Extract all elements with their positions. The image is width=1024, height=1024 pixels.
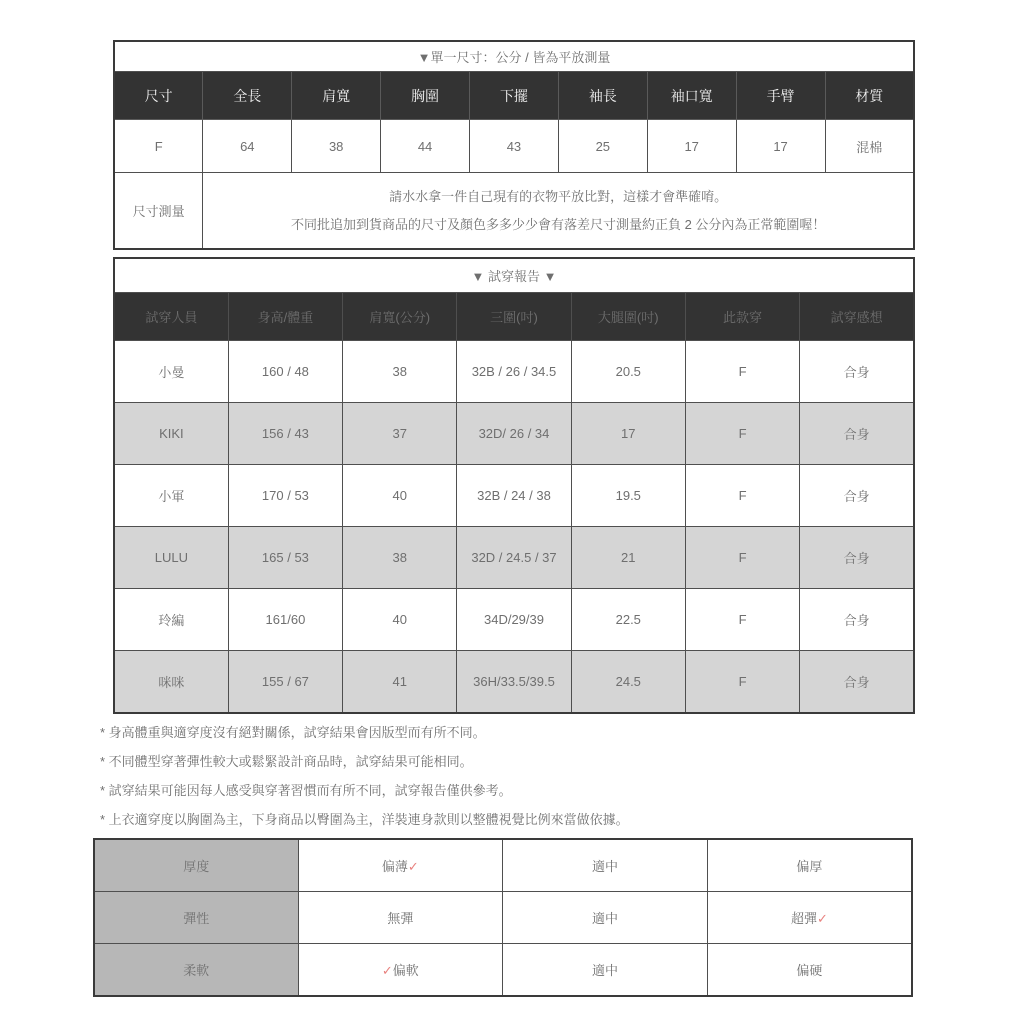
measure-notes [203, 173, 914, 250]
attr-label-elasticity: 彈性 [94, 892, 298, 944]
fit-person: 咪咪 [114, 651, 228, 714]
fit-measurements: 32D/ 26 / 34 [457, 403, 571, 465]
size-header-sleeve: 袖長 [558, 72, 647, 120]
fit-person: 小軍 [114, 465, 228, 527]
fit-impression: 合身 [800, 341, 914, 403]
size-table-title: ▼單一尺寸：公分 / 皆為平放測量 [114, 41, 914, 72]
check-mark: ✓ [407, 859, 419, 874]
fit-impression: 合身 [800, 589, 914, 651]
size-value-bust: 44 [381, 120, 470, 173]
attr-option-label: 適中 [591, 963, 618, 978]
attr-option [503, 892, 708, 944]
size-value-arm: 17 [736, 120, 825, 173]
size-value-size: F [114, 120, 203, 173]
measure-label: 尺寸測量 [114, 173, 203, 250]
size-value-total-length: 64 [203, 120, 292, 173]
size-header-material: 材質 [825, 72, 914, 120]
fit-height-weight: 160 / 48 [228, 341, 342, 403]
attr-label-softness: 柔軟 [94, 944, 298, 997]
size-measure-row [114, 173, 914, 250]
fitting-row [114, 465, 914, 527]
fit-header-shoulder: 肩寬(公分) [343, 293, 457, 341]
fit-height-weight: 165 / 53 [228, 527, 342, 589]
fit-measurements: 32B / 26 / 34.5 [457, 341, 571, 403]
attr-option [298, 892, 503, 944]
attribute-row-softness [94, 944, 912, 997]
fitting-row [114, 589, 914, 651]
size-header-arm: 手臂 [736, 72, 825, 120]
fit-impression: 合身 [800, 651, 914, 714]
size-value-shoulder: 38 [292, 120, 381, 173]
fit-thigh: 21 [571, 527, 685, 589]
fit-measurements: 32B / 24 / 38 [457, 465, 571, 527]
note-line: * 上衣適穿度以胸圍為主，下身商品以臀圍為主，洋裝連身款則以整體視覺比例來當做依據。 [100, 812, 629, 827]
size-header-size: 尺寸 [114, 72, 203, 120]
fit-thigh: 22.5 [571, 589, 685, 651]
size-table-header-row [114, 72, 914, 120]
fit-header-person: 試穿人員 [114, 293, 228, 341]
fit-size-worn: F [685, 527, 799, 589]
fit-measurements: 36H/33.5/39.5 [457, 651, 571, 714]
measure-note-line-2: 不同批追加到貨商品的尺寸及顏色多多少少會有落差尺寸測量約正負 2 公分內為正常範圍喔！ [290, 216, 826, 232]
fitting-row [114, 403, 914, 465]
fit-shoulder: 40 [343, 589, 457, 651]
attr-label-thickness: 厚度 [94, 839, 298, 892]
fit-size-worn: F [685, 465, 799, 527]
attr-option [298, 944, 503, 997]
size-table-title-row [114, 41, 914, 72]
check-mark: ✓ [381, 963, 393, 978]
fit-person: KIKI [114, 403, 228, 465]
fitting-row [114, 341, 914, 403]
fit-impression: 合身 [800, 403, 914, 465]
fit-person: LULU [114, 527, 228, 589]
fit-shoulder: 40 [343, 465, 457, 527]
attr-option-label: 適中 [591, 911, 618, 926]
attr-option [298, 839, 503, 892]
attr-option-label: 偏硬 [796, 963, 823, 978]
fit-header-impression: 試穿感想 [800, 293, 914, 341]
size-header-bust: 胸圍 [381, 72, 470, 120]
size-value-material: 混棉 [825, 120, 914, 173]
fitting-row [114, 651, 914, 714]
attr-option [707, 944, 912, 997]
attr-option [707, 839, 912, 892]
fit-shoulder: 38 [343, 341, 457, 403]
attr-option-label: 偏厚 [796, 859, 823, 874]
fit-person: 小曼 [114, 341, 228, 403]
fit-measurements: 32D / 24.5 / 37 [457, 527, 571, 589]
fit-height-weight: 161/60 [228, 589, 342, 651]
attr-option [503, 839, 708, 892]
fit-person: 玲編 [114, 589, 228, 651]
fit-header-measurements: 三圍(吋) [457, 293, 571, 341]
fit-shoulder: 41 [343, 651, 457, 714]
fit-measurements: 34D/29/39 [457, 589, 571, 651]
attr-option-label: 適中 [591, 859, 618, 874]
fitting-report-table [113, 257, 915, 714]
fit-shoulder: 37 [343, 403, 457, 465]
fit-size-worn: F [685, 589, 799, 651]
check-mark: ✓ [816, 911, 828, 926]
fitting-title-row [114, 258, 914, 293]
measure-note-line-1: 請水水拿一件自己現有的衣物平放比對，這樣才會準確唷。 [389, 188, 728, 204]
attribute-row-elasticity [94, 892, 912, 944]
fit-size-worn: F [685, 341, 799, 403]
fit-header-thigh: 大腿圍(吋) [571, 293, 685, 341]
fit-thigh: 19.5 [571, 465, 685, 527]
attr-option [707, 892, 912, 944]
disclaimer-notes [100, 718, 629, 834]
fit-thigh: 24.5 [571, 651, 685, 714]
size-header-hem: 下擺 [470, 72, 559, 120]
attr-option [503, 944, 708, 997]
note-line: * 試穿結果可能因每人感受與穿著習慣而有所不同，試穿報告僅供參考。 [100, 783, 512, 798]
note-line: * 身高體重與適穿度沒有絕對關係，試穿結果會因版型而有所不同。 [100, 725, 486, 740]
fabric-attribute-table [93, 838, 913, 997]
size-header-cuff: 袖口寬 [647, 72, 736, 120]
fit-height-weight: 155 / 67 [228, 651, 342, 714]
fit-header-size-worn: 此款穿 [685, 293, 799, 341]
size-table-value-row [114, 120, 914, 173]
fit-height-weight: 170 / 53 [228, 465, 342, 527]
attr-option-label: 超彈 [790, 911, 817, 926]
attr-option-label: 偏薄 [381, 859, 408, 874]
fitting-row [114, 527, 914, 589]
size-value-hem: 43 [470, 120, 559, 173]
fit-thigh: 17 [571, 403, 685, 465]
fit-header-height-weight: 身高/體重 [228, 293, 342, 341]
fit-size-worn: F [685, 651, 799, 714]
fit-thigh: 20.5 [571, 341, 685, 403]
fitting-table-title: ▼ 試穿報告 ▼ [114, 258, 914, 293]
fit-size-worn: F [685, 403, 799, 465]
size-header-shoulder: 肩寬 [292, 72, 381, 120]
attr-option-label: 無彈 [387, 911, 414, 926]
size-value-sleeve: 25 [558, 120, 647, 173]
fit-height-weight: 156 / 43 [228, 403, 342, 465]
fit-impression: 合身 [800, 465, 914, 527]
attribute-row-thickness [94, 839, 912, 892]
attr-option-label: 偏軟 [392, 963, 419, 978]
fitting-header-row [114, 293, 914, 341]
fit-impression: 合身 [800, 527, 914, 589]
note-line: * 不同體型穿著彈性較大或鬆緊設計商品時，試穿結果可能相同。 [100, 754, 473, 769]
fit-shoulder: 38 [343, 527, 457, 589]
size-table [113, 40, 915, 250]
size-header-total-length: 全長 [203, 72, 292, 120]
size-value-cuff: 17 [647, 120, 736, 173]
